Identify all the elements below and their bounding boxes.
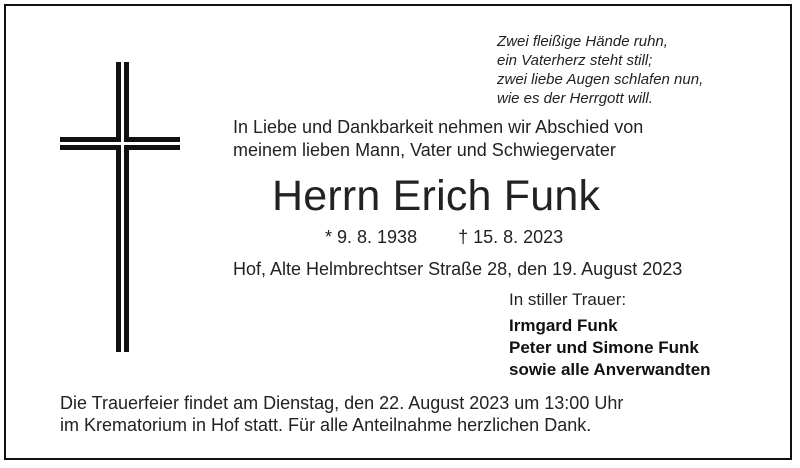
intro-line: meinem lieben Mann, Vater und Schwiegervater	[233, 140, 616, 160]
mourner-name: sowie alle Anverwandten	[509, 360, 711, 379]
poem-line: wie es der Herrgott will.	[497, 90, 653, 107]
intro-text	[233, 116, 643, 162]
mourner-name: Irmgard Funk	[509, 316, 618, 335]
life-dates	[325, 226, 563, 248]
poem	[497, 32, 703, 108]
funeral-line: im Krematorium in Hof statt. Für alle Anteilnahme herzlichen Dank.	[60, 415, 592, 435]
intro-line: In Liebe und Dankbarkeit nehmen wir Abschied von	[233, 117, 644, 137]
birth-date: * 9. 8. 1938	[325, 227, 418, 247]
mourner-name: Peter und Simone Funk	[509, 338, 699, 357]
poem-line: ein Vaterherz steht still;	[497, 52, 653, 69]
poem-line: zwei liebe Augen schlafen nun,	[497, 71, 704, 88]
mourning-label: In stiller Trauer:	[509, 290, 627, 309]
deceased-name: Herrn Erich Funk	[272, 172, 601, 220]
poem-line: Zwei fleißige Hände ruhn,	[497, 33, 668, 50]
funeral-info	[60, 392, 623, 436]
death-date: † 15. 8. 2023	[458, 227, 564, 247]
funeral-line: Die Trauerfeier findet am Dienstag, den 22. August 2023 um 13:00 Uhr	[60, 393, 624, 413]
mourners-list	[509, 315, 711, 381]
place-and-date: Hof, Alte Helmbrechtser Straße 28, den 19. August 2023	[233, 259, 683, 279]
